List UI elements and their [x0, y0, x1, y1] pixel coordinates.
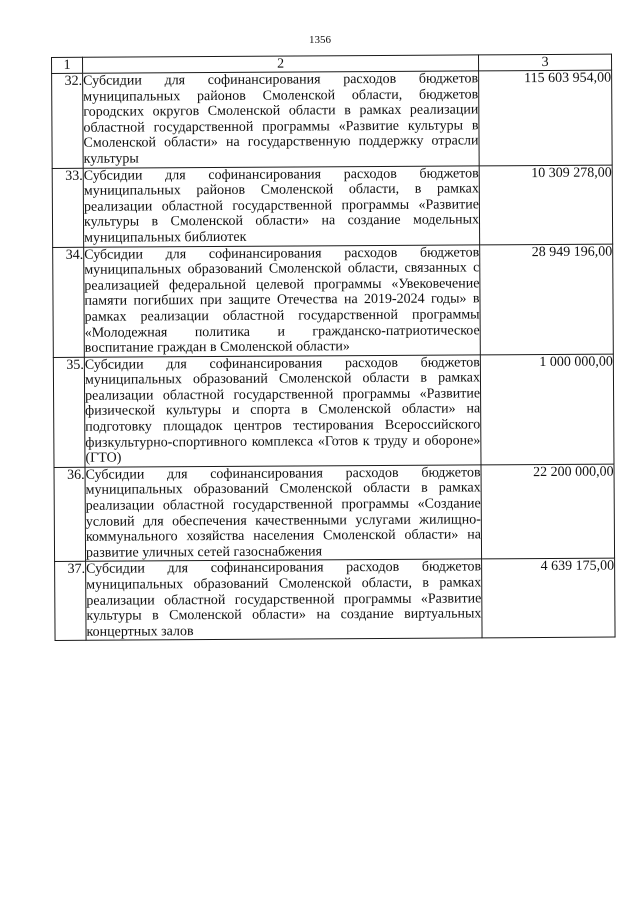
row-description: Субсидии для софинансирования расходов бюджетов муниципальных районов Смоленской области, бюджетов городских округов Смоленской области в рамках реализации областной государственной программы «Развитие культуры в Смоленской области» на государственную поддержку отрасли культуры — [83, 71, 479, 167]
table-row — [53, 354, 614, 468]
row-number: 35. — [53, 357, 85, 467]
row-amount: 115 603 954,00 — [479, 70, 613, 165]
table-row — [52, 165, 612, 247]
table-row — [52, 70, 613, 168]
row-amount: 1 000 000,00 — [480, 354, 614, 465]
page-number: 1356 — [309, 34, 331, 46]
column-header-2: 2 — [83, 55, 479, 73]
table-row — [53, 244, 614, 358]
row-number: 33. — [52, 168, 83, 247]
row-description: Субсидии для софинансирования расходов бюджетов муниципальных образований Смоленской области, связанных с реализацией федеральной целевой программы «Увековечение памяти погибших при защите Отечества на 2019-2024 годы» в рамках реализации областной государственной программы «Молодежная политика и гражданско-патриотическое воспитание граждан в Смоленской области» — [84, 244, 480, 356]
row-amount: 28 949 196,00 — [480, 244, 614, 355]
row-number: 36. — [54, 467, 86, 562]
row-amount: 4 639 175,00 — [482, 558, 615, 638]
column-header-1: 1 — [52, 57, 83, 73]
row-description: Субсидии для софинансирования расходов бюджетов муниципальных образований Смоленской области, в рамках реализации областной государственной программы «Развитие культуры в Смоленской области» на создание виртуальных концертных залов — [86, 559, 482, 640]
row-amount: 22 200 000,00 — [481, 464, 615, 559]
row-number: 37. — [55, 562, 86, 641]
row-number: 34. — [53, 247, 85, 357]
table-row — [54, 464, 615, 562]
row-number: 32. — [52, 73, 84, 168]
row-description: Субсидии для софинансирования расходов бюджетов муниципальных образований Смоленской области в рамках реализации областной государственной программы «Развитие физической культуры и спорта в Смоленской области» на подготовку площадок центров тестирования Всероссийского физкультурно-спортивного комплекса «Готов к труду и обороне» (ГТО) — [84, 355, 481, 467]
row-description: Субсидии для софинансирования расходов бюджетов муниципальных образований Смоленской области в рамках реализации областной государственной программы «Создание условий для обеспечения качественными услугами жилищно-коммунального хозяйства населения Смоленской области» на развитие уличных сетей газоснабжения — [85, 465, 481, 561]
subsidies-table — [51, 54, 616, 642]
table-row — [55, 558, 615, 640]
column-header-3: 3 — [478, 54, 611, 71]
row-description: Субсидии для софинансирования расходов бюджетов муниципальных районов Смоленской области, в рамках реализации областной государственной программы «Развитие культуры в Смоленской области» на создание модельных муниципальных библиотек — [83, 165, 480, 246]
row-amount: 10 309 278,00 — [479, 165, 612, 245]
